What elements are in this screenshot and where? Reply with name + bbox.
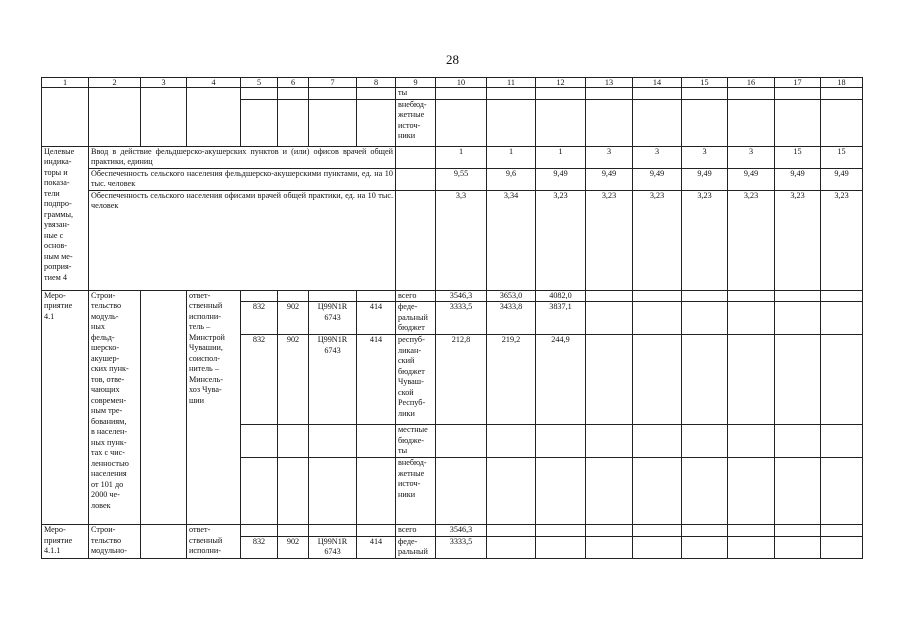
col-header: 9 [396, 78, 436, 88]
program-table [41, 77, 863, 559]
code: Ц99N1R 6743 [309, 536, 357, 558]
indicator-value: 3,23 [821, 190, 863, 290]
col-header: 15 [682, 78, 728, 88]
source-name: всего [396, 525, 436, 537]
col-header: 14 [633, 78, 682, 88]
indicator-text: Ввод в действие фельдшерско-акушерских пунктов и (или) офисов врачей общей практики, единиц [89, 146, 396, 168]
indicator-value: 3,23 [586, 190, 633, 290]
source-name: феде- ральный [396, 536, 436, 558]
indicator-text: Обеспеченность сельского населения офисами врачей общей практики, ед. на 10 тыс. человек [89, 190, 396, 290]
col-header: 10 [436, 78, 487, 88]
indicator-value: 9,49 [682, 168, 728, 190]
responsible-executor: ответ- ственный исполни- [187, 525, 241, 559]
continuation-row [42, 88, 863, 100]
indicator-row [42, 190, 863, 290]
measure-label: Меро- приятие 4.1 [42, 290, 89, 525]
indicator-value: 3 [728, 146, 775, 168]
code: Ц99N1R 6743 [309, 302, 357, 335]
col-header: 5 [241, 78, 278, 88]
code: 414 [357, 302, 396, 335]
indicator-value: 3,34 [487, 190, 536, 290]
indicator-value: 3 [586, 146, 633, 168]
indicator-value: 9,49 [775, 168, 821, 190]
amount: 3837,1 [536, 302, 586, 335]
indicator-value: 9,49 [586, 168, 633, 190]
code: 832 [241, 335, 278, 425]
responsible-executor: ответ- ственный исполни- тель – Минстрой Чувашии, соиспол- нитель – Минсель- хоз Чува- шии [187, 290, 241, 525]
indicator-value: 9,49 [821, 168, 863, 190]
source-name: внебюд- жетные источ- ники [396, 458, 436, 525]
col-header: 7 [309, 78, 357, 88]
measure-label: Меро- приятие 4.1.1 [42, 525, 89, 559]
amount: 4082,0 [536, 290, 586, 302]
col-header: 2 [89, 78, 141, 88]
source-name: респуб- ликан- ский бюджет Чуваш- ской Респуб- лики [396, 335, 436, 425]
col-header: 16 [728, 78, 775, 88]
indicator-value: 15 [821, 146, 863, 168]
col-header: 17 [775, 78, 821, 88]
indicator-value: 3,23 [728, 190, 775, 290]
source-name: всего [396, 290, 436, 302]
indicator-value: 3,23 [633, 190, 682, 290]
col-header: 8 [357, 78, 396, 88]
indicator-value: 9,55 [436, 168, 487, 190]
indicator-value: 3 [682, 146, 728, 168]
indicator-row [42, 168, 863, 190]
indicator-value: 3,23 [775, 190, 821, 290]
measure-description: Строи- тельство модуль- ных фельд- шерско- акушер- ских пунк- тов, отве- чающих современ- ным тре- бованиям, в населен- ных пунк- тах с чис- ленностью населения от 101 до 2000 че- ловек [89, 290, 141, 525]
col-header: 12 [536, 78, 586, 88]
code: Ц99N1R 6743 [309, 335, 357, 425]
col-header: 4 [187, 78, 241, 88]
indicator-value: 3,23 [682, 190, 728, 290]
code: 832 [241, 302, 278, 335]
amount: 219,2 [487, 335, 536, 425]
amount: 3333,5 [436, 302, 487, 335]
col-header: 1 [42, 78, 89, 88]
code: 414 [357, 536, 396, 558]
code: 414 [357, 335, 396, 425]
indicator-value: 3,23 [536, 190, 586, 290]
indicator-value: 3,3 [436, 190, 487, 290]
table-row [42, 525, 863, 537]
page-number: 28 [446, 52, 459, 67]
code: 832 [241, 536, 278, 558]
indicator-value: 1 [487, 146, 536, 168]
col-header: 13 [586, 78, 633, 88]
indicator-text: Обеспеченность сельского населения фельдшерско-акушерскими пунктами, ед. на 10 тыс. человек [89, 168, 396, 190]
indicator-value: 9,6 [487, 168, 536, 190]
indicator-value: 1 [436, 146, 487, 168]
code: 902 [278, 302, 309, 335]
source-name: внебюд- жетные источ- ники [396, 99, 436, 146]
indicator-value: 3 [633, 146, 682, 168]
amount: 3333,5 [436, 536, 487, 558]
indicator-value: 9,49 [536, 168, 586, 190]
amount: 244,9 [536, 335, 586, 425]
code: 902 [278, 335, 309, 425]
amount: 212,8 [436, 335, 487, 425]
col-header: 11 [487, 78, 536, 88]
source-name: местные бюдже- ты [396, 425, 436, 458]
indicator-value: 9,49 [633, 168, 682, 190]
header-row [42, 78, 863, 88]
amount: 3546,3 [436, 290, 487, 302]
amount: 3653,0 [487, 290, 536, 302]
col-header: 18 [821, 78, 863, 88]
table-row [42, 290, 863, 302]
source-name: ты [396, 88, 436, 100]
col-header: 6 [278, 78, 309, 88]
code: 902 [278, 536, 309, 558]
indicators-label: Целевые индика- торы и показа- тели подпро- граммы, увязан- ные с основ- ным ме- роприя- тием 4 [42, 146, 89, 290]
col-header: 3 [141, 78, 187, 88]
measure-description: Строи- тельство модульно- [89, 525, 141, 559]
amount: 3546,3 [436, 525, 487, 537]
indicator-value: 9,49 [728, 168, 775, 190]
indicator-row [42, 146, 863, 168]
indicator-value: 15 [775, 146, 821, 168]
source-name: феде- ральный бюджет [396, 302, 436, 335]
amount: 3433,8 [487, 302, 536, 335]
indicator-value: 1 [536, 146, 586, 168]
